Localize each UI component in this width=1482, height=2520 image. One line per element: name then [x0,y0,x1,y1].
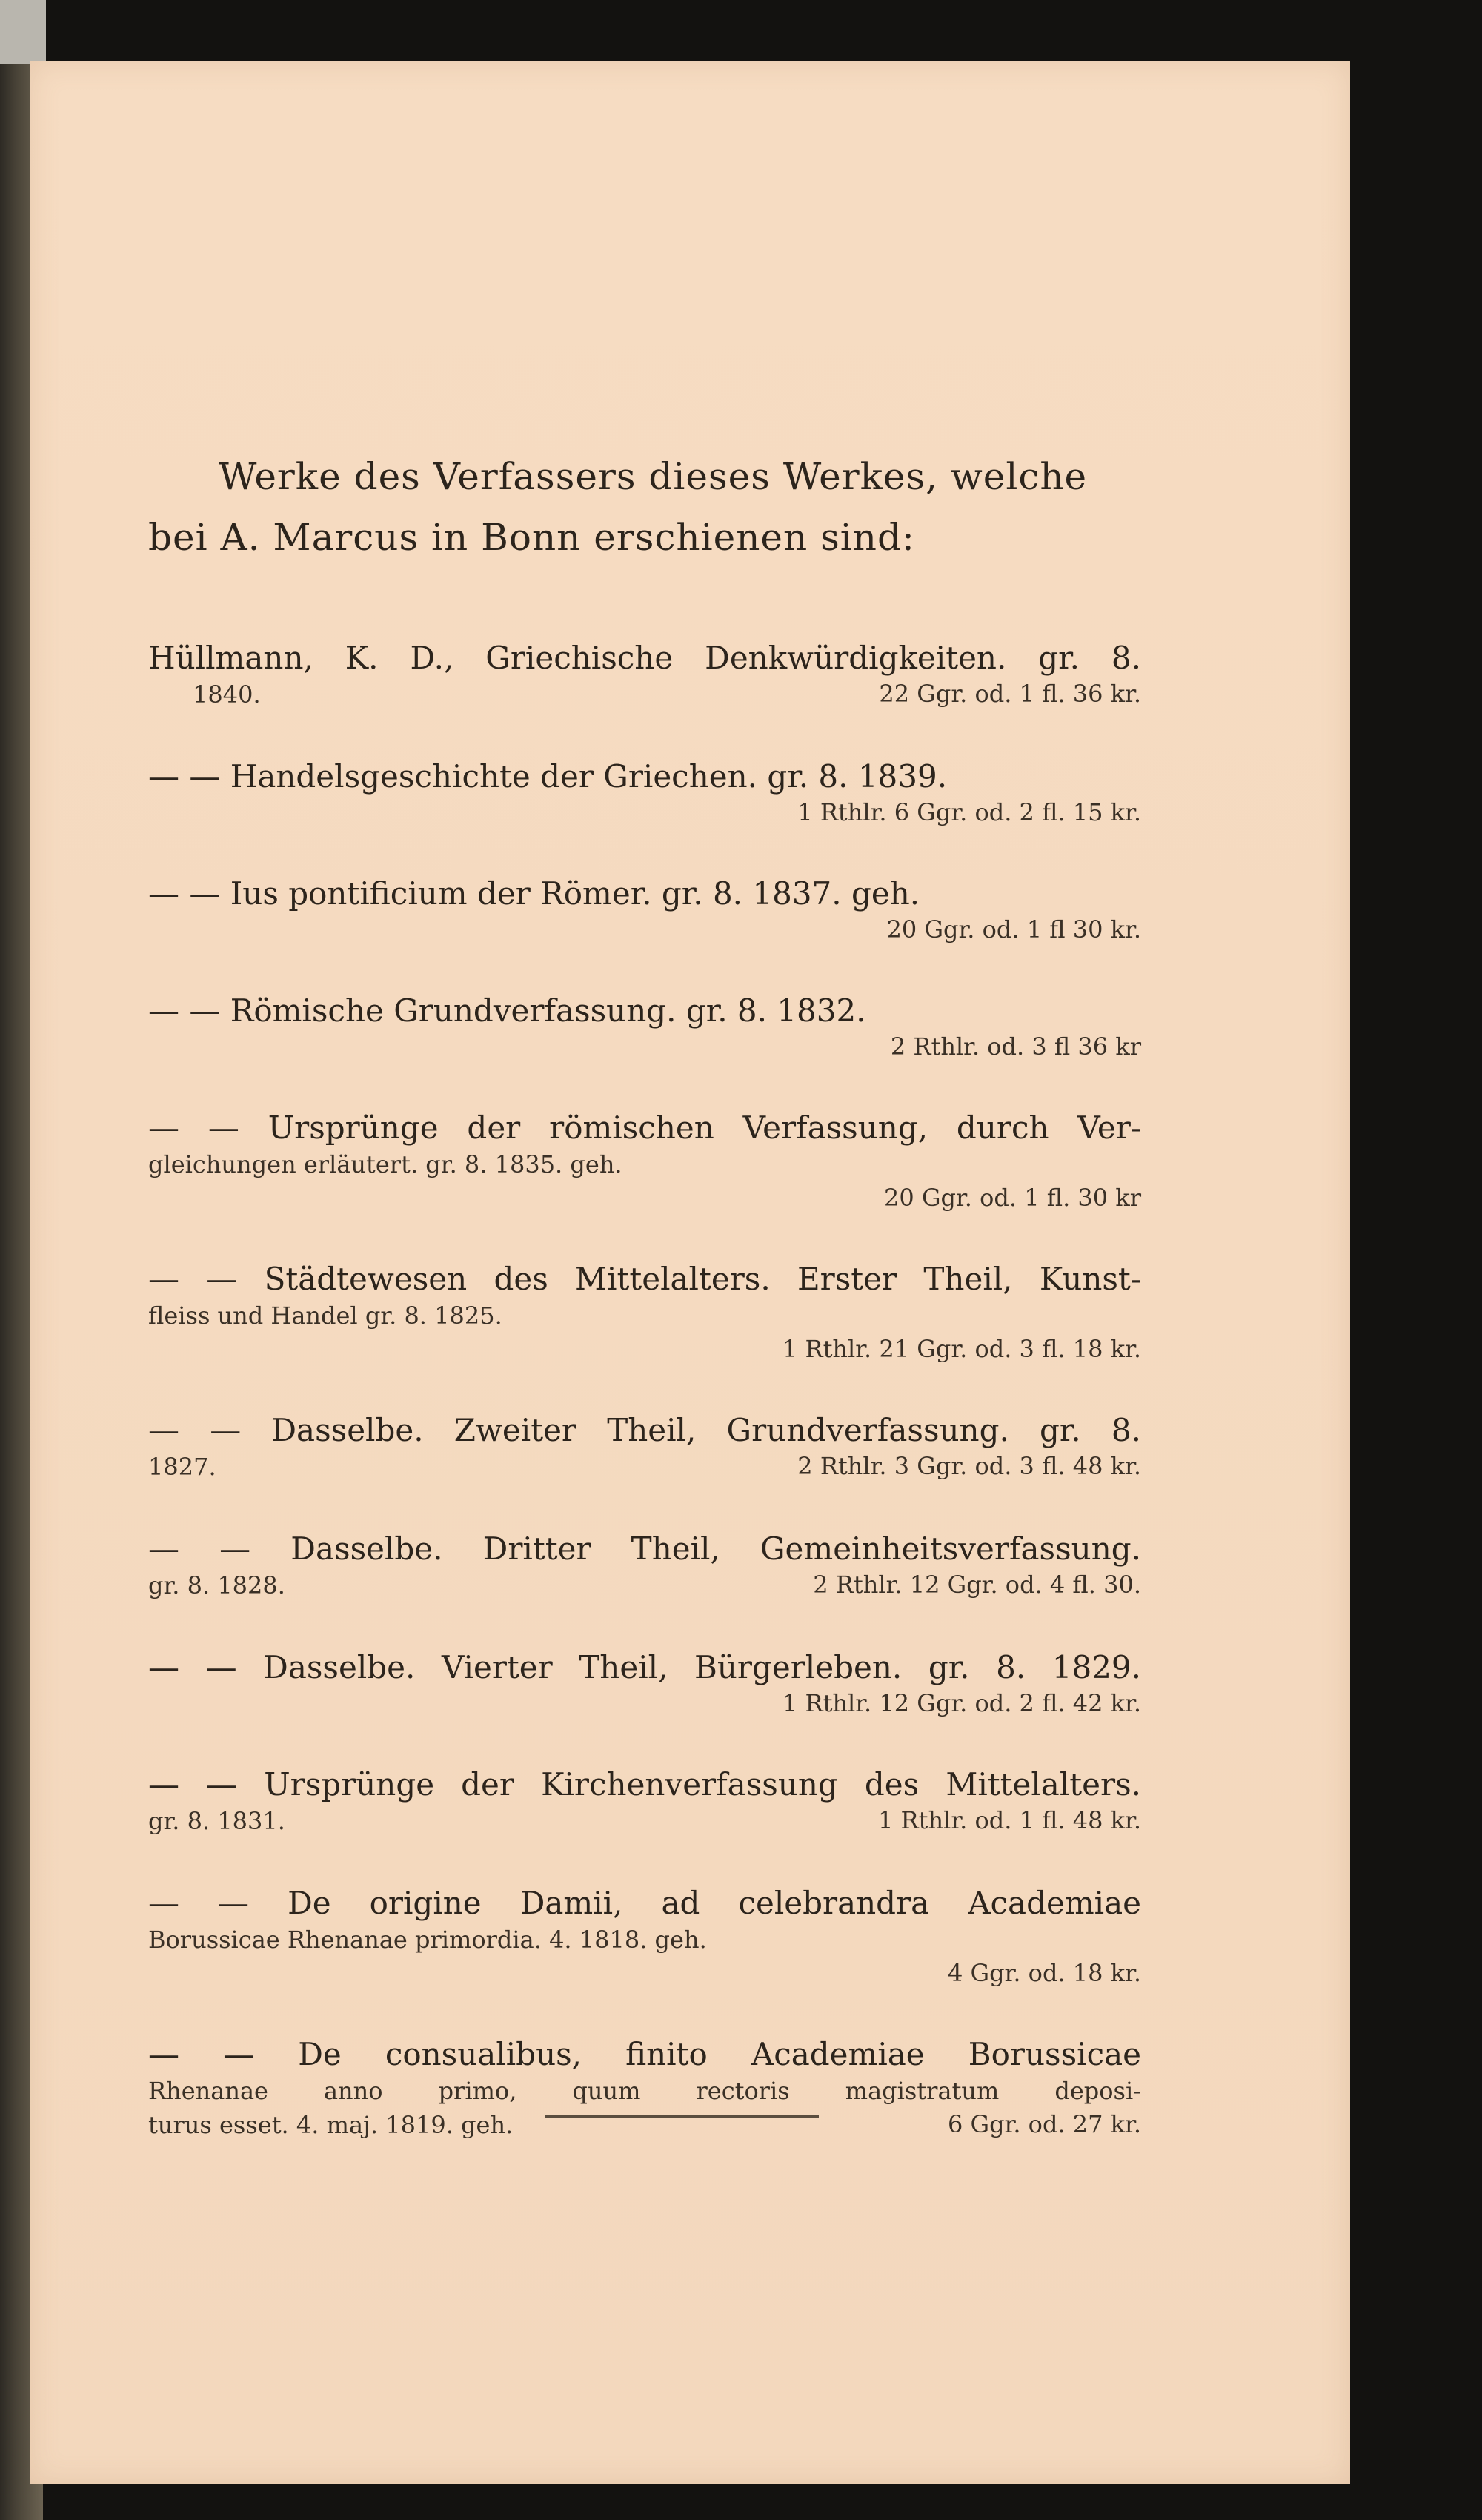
list-item [148,875,1141,946]
entry-title: — — Ursprünge der Kirchenverfassung des Mittelalters. [148,1766,1141,1803]
list-item [148,1109,1141,1214]
entry-title: — — Dasselbe. Vierter Theil, Bürgerleben. gr. 8. 1829. [148,1649,1141,1685]
book-page [30,61,1350,2484]
entry-continuation: Rhenanae anno primo, quum rectoris magistratum deposi- [148,2077,1141,2105]
entry-continuation: gr. 8. 1831. [148,1807,285,1835]
list-item [148,1411,1141,1484]
entry-title: — — Handelsgeschichte der Griechen. gr. 8. 1839. [148,758,948,795]
entry-price: 1 Rthlr. 6 Ggr. od. 2 fl. 15 kr. [797,798,1141,826]
title-line-1: Werke des Verfassers dieses Werkes, welche [219,455,1088,498]
entry-title: — — De consualibus, finito Academiae Borussicae [148,2036,1141,2072]
entry-price: 6 Ggr. od. 27 kr. [947,2110,1141,2138]
entry-continuation: Borussicae Rhenanae primordia. 4. 1818. geh. [148,1926,707,1954]
list-item [148,639,1141,712]
entry-continuation: gr. 8. 1828. [148,1571,285,1599]
entry-title: — — Römische Grundverfassung. gr. 8. 1832. [148,992,866,1029]
list-item [148,1765,1141,1838]
entry-price: 1 Rthlr. 21 Ggr. od. 3 fl. 18 kr. [782,1335,1141,1363]
entry-price: 4 Ggr. od. 18 kr. [947,1959,1141,1987]
list-item [148,2035,1141,2142]
entry-title: — — Dasselbe. Zweiter Theil, Grundverfassung. gr. 8. [148,1412,1141,1448]
publication-list [148,639,1141,2188]
entry-continuation: 1840. [193,680,261,709]
list-item [148,1530,1141,1602]
entry-title: — — Städtewesen des Mittelalters. Erster Theil, Kunst- [148,1261,1141,1297]
entry-continuation: gleichungen erläutert. gr. 8. 1835. geh. [148,1150,622,1178]
entry-price: 2 Rthlr. od. 3 fl 36 kr [890,1032,1141,1061]
entry-continuation: turus esset. 4. maj. 1819. geh. [148,2111,514,2139]
corner-tab [0,0,46,64]
entry-title: Hüllmann, K. D., Griechische Denkwürdigkeiten. gr. 8. [148,640,1141,676]
entry-continuation: 1827. [148,1453,216,1481]
entry-title: — — Ius pontificium der Römer. gr. 8. 1837. geh. [148,875,920,912]
entry-price: 22 Ggr. od. 1 fl. 36 kr. [879,680,1141,708]
closing-rule [545,2115,819,2118]
entry-price: 2 Rthlr. 12 Ggr. od. 4 fl. 30. [813,1571,1141,1599]
entry-price: 20 Ggr. od. 1 fl 30 kr. [886,915,1141,944]
title-line-2: bei A. Marcus in Bonn erschienen sind: [148,516,915,559]
list-item [148,1648,1141,1720]
list-item [148,757,1141,829]
list-item [148,1884,1141,1989]
entry-price: 20 Ggr. od. 1 fl. 30 kr [884,1184,1141,1212]
entry-price: 1 Rthlr. 12 Ggr. od. 2 fl. 42 kr. [782,1689,1141,1717]
entry-title: — — De origine Damii, ad celebrandra Academiae [148,1885,1141,1921]
list-item [148,992,1141,1063]
entry-price: 2 Rthlr. 3 Ggr. od. 3 fl. 48 kr. [797,1452,1141,1480]
entry-title: — — Ursprünge der römischen Verfassung, durch Ver- [148,1110,1141,1146]
entry-continuation: fleiss und Handel gr. 8. 1825. [148,1302,502,1330]
list-item [148,1260,1141,1365]
entry-title: — — Dasselbe. Dritter Theil, Gemeinheitsverfassung. [148,1531,1141,1567]
entry-price: 1 Rthlr. od. 1 fl. 48 kr. [878,1806,1141,1834]
page-title [148,446,1178,568]
